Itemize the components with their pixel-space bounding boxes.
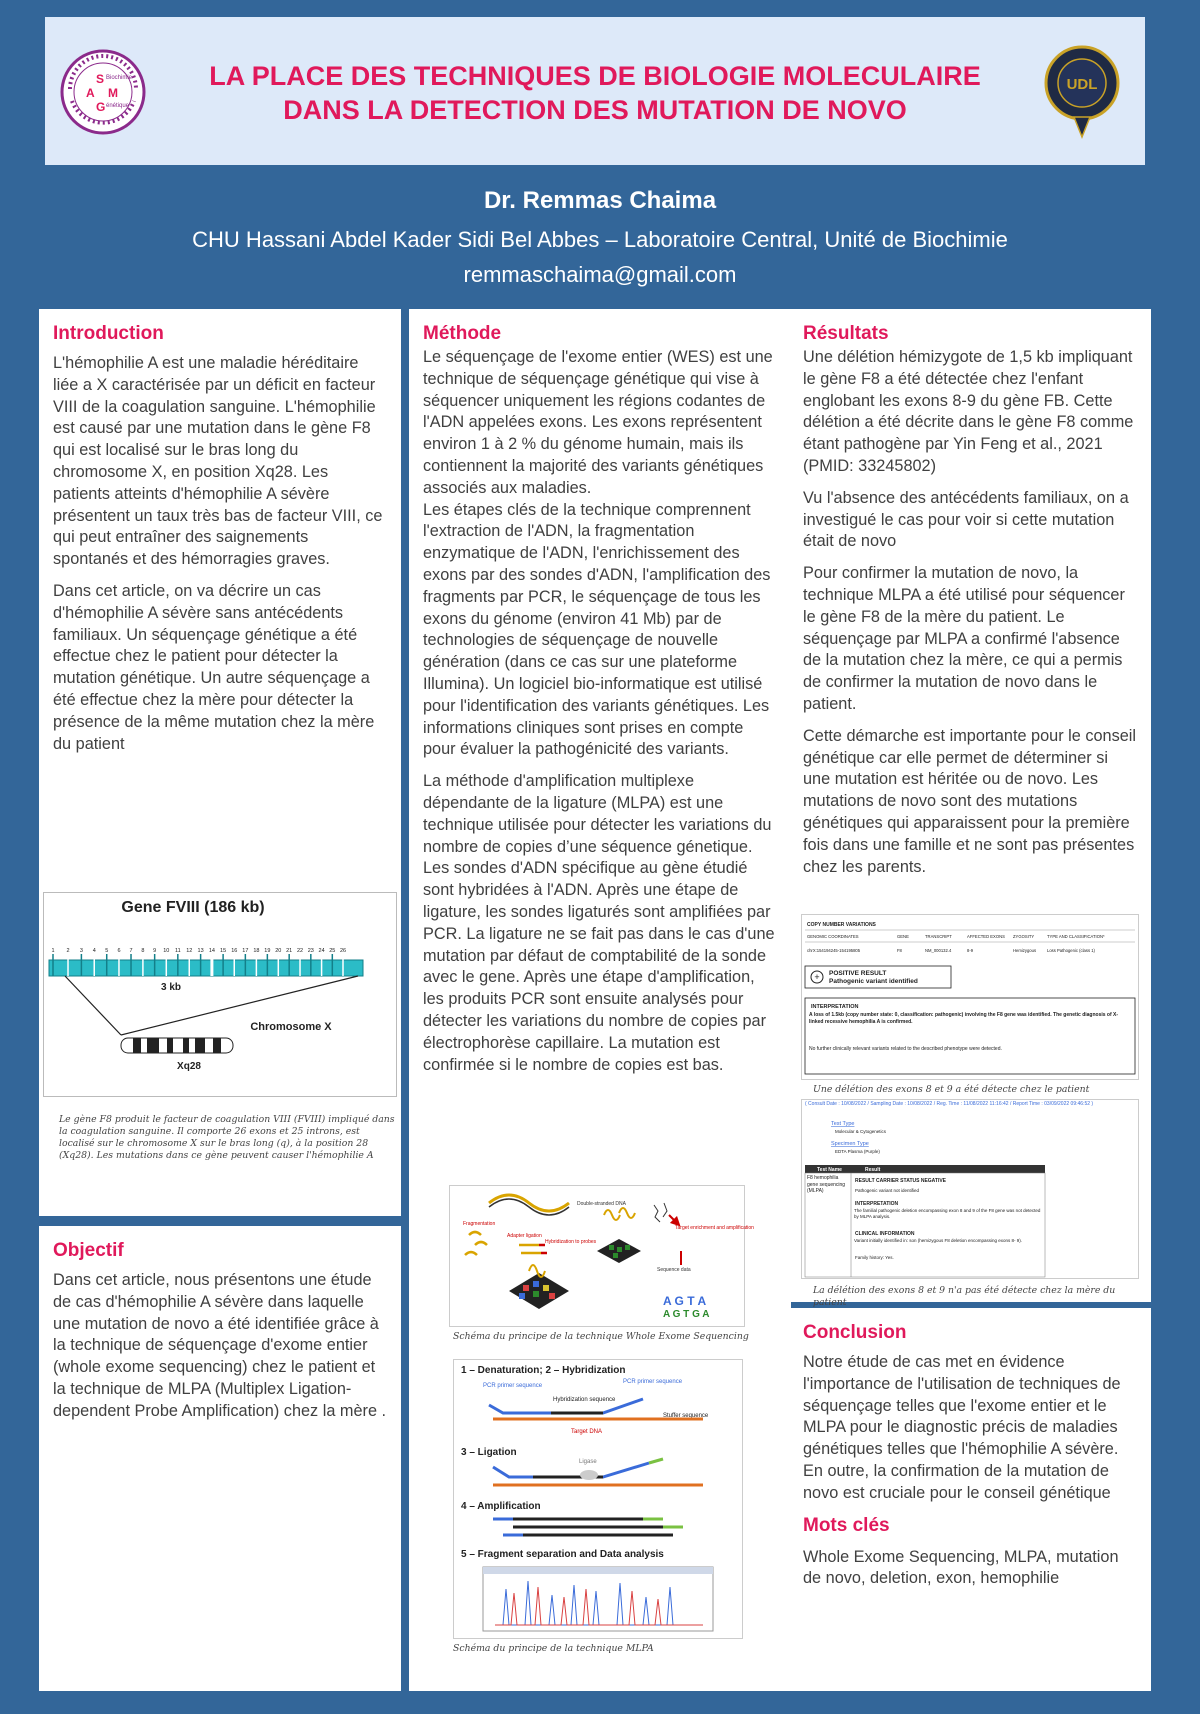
report1-result-title: POSITIVE RESULT — [829, 970, 887, 977]
report1-interp-note: No further clinically relevant variants related to the described phenotype were detected. — [809, 1046, 1002, 1052]
gene-figure-caption: Le gène F8 produit le facteur de coagulation VIII (FVIII) impliqué dans la coagulation sanguine. Il comporte 26 exons et 25 introns, est localisé sur le chromosome X sur le bras long (q), à la position 28 (Xq28). Les mutations dans ce gène peuvent causer l'hémophilie A — [59, 1114, 395, 1161]
methode-paragraph-3: La méthode d'amplification multiplexe dépendante de la ligature (MLPA) est une technique utilisée pour détecter les variations du nombre de copies d’une séquence génetique. Les sondes d'ADN spécifique au gène étudié sont hybridées à l'ADN. Après une étape de ligature, les sondes ligaturés sont amplifiées par PCR. La ligature ne se fait pas dans le cas d'une mutation par défaut de comptabilité de la sonde avec le gene. Après une étape d'amplification, les produits PCR sont ensuite analysés pour détecter les variations du nombre de copies par électrophorèse capillaire. La mutation est confirmée si le nombre de copies est bas. — [423, 772, 775, 1074]
mlpa-step-4: 4 – Amplification — [461, 1501, 541, 1512]
report2-test-name: F8 hemophilia gene sequencing (MLPA) — [807, 1175, 846, 1194]
wes-label-sequence: Sequence data — [657, 1267, 691, 1273]
author-email: remmaschaima@gmail.com — [463, 262, 737, 287]
report1-interp-title: INTERPRETATION — [811, 1004, 859, 1010]
author-affiliation: CHU Hassani Abdel Kader Sidi Bel Abbes – Laboratoire Central, Unité de Biochimie — [192, 227, 1008, 252]
report2-specimen: EDTA Plasma (Purple) — [835, 1149, 880, 1154]
mlpa-label-primer-right: PCR primer sequence — [623, 1379, 683, 1385]
exon-label: 16 — [231, 948, 238, 954]
exon-label: 23 — [307, 948, 314, 954]
introduction-panel — [39, 309, 401, 1216]
exon-label: 10 — [163, 948, 170, 954]
exon-label: 3 — [79, 948, 83, 954]
introduction-paragraph-2: Dans cet article, on va décrire un cas d'hémophilie A sévère sans antécédents familiaux. Un séquençage génétique a été effectue chez le patient pour détecter la mutation génétique. Un autre séquençage a été effectue chez la mère pour détecter la présence de la même mutation chez la mère du patient — [53, 581, 375, 753]
mother-report-figure — [801, 1099, 1139, 1279]
introduction-paragraph-1: L'hémophilie A est une maladie héréditaire liée a X caractérisée par un déficit en facteur VIII de la coagulation sanguine. L'hémophilie est causé par une mutation dans le gène F8 qui est localisé sur le bras long du chromosome X, en position Xq28. Les patients atteints d'hémophilie A sévère présentent un taux très bas de facteur VIII, ce qui peut entraîner des saignements spontanés et des hémorragies graves. — [53, 354, 383, 569]
report1-col-5: ZYGOSITY — [1013, 934, 1035, 939]
report2-specimen-label: Specimen Type — [831, 1141, 869, 1147]
svg-text:énétique: énétique — [106, 103, 130, 109]
report2-col-result: Result — [865, 1167, 881, 1173]
exon-label: 18 — [253, 948, 260, 954]
exon-label: 26 — [339, 948, 347, 954]
poster-title — [165, 59, 1025, 127]
resultats-paragraph-3: Pour confirmer la mutation de novo, la technique MLPA a été utilisé pour séquencer le gène F8 de la mère du patient. Le séquençage par MLPA a confirmé l'absence de la mutation chez la mère, ce qui a permis de confirmer la mutation de novo dans le patient. — [803, 564, 1125, 713]
report2-interp-title: INTERPRETATION — [855, 1201, 899, 1207]
mlpa-label-hybridization: Hybridization sequence — [553, 1397, 616, 1403]
svg-text:Biochimie: Biochimie — [106, 75, 133, 81]
conclusion-panel — [789, 1308, 1151, 1691]
report2-family: Family history: Yes. — [855, 1255, 894, 1260]
report1-col-4: AFFECTED EXONS — [967, 934, 1005, 939]
wes-schema-figure — [449, 1185, 754, 1327]
mlpa-caption: Schéma du principe de la technique MLPA — [453, 1643, 654, 1654]
mlpa-label-ligase: Ligase — [579, 1459, 597, 1465]
mlpa-schema-figure — [453, 1359, 743, 1639]
report1-col-2: GENE — [897, 934, 909, 939]
exon-label: 19 — [264, 948, 271, 954]
report2-test-type: Molecular & Cytogenetics — [835, 1129, 887, 1134]
report1-col-6: TYPE AND CLASSIFICATION* — [1047, 934, 1105, 939]
mlpa-label-stuffer: Stuffer sequence — [663, 1413, 709, 1419]
wes-label-adapter: Adapter ligation — [507, 1233, 542, 1239]
exon-label: 4 — [92, 948, 96, 954]
keywords-text: Whole Exome Sequencing, MLPA, mutation de novo, deletion, exon, hemophilie — [803, 1547, 1119, 1588]
exon-label: 7 — [129, 948, 133, 954]
title-line-2: DANS LA DETECTION DES MUTATION DE NOVO — [283, 95, 907, 125]
title-banner — [45, 17, 1145, 165]
report1-col-3: TRANSCRIPT — [925, 934, 952, 939]
methode-paragraph-2: Les étapes clés de la technique comprennent l'extraction de l'ADN, la fragmentation enzymatique de l'ADN, l'enrichissement des exons par des sondes d'ADN, l'amplification des fragments par PCR, le séquençage de tous les exons du génome (environ 41 Mb) par de technologies de séquençage de nouvelle génération (dans ce cas sur une plateforme Illumina). Un logiciel bio-informatique est utilisé pour l'identification des variants génétiques. Les informations cliniques sont prises en compte pour évaluer la pathogénicité des variants. — [423, 500, 771, 759]
svg-text:A: A — [86, 86, 95, 100]
report1-col-1: GENOMIC COORDINATES — [807, 934, 859, 939]
gene-figure-title: Gene FVIII (186 kb) — [121, 899, 265, 916]
report2-header: ( Consult Date : 10/08/2022 / Sampling Date : 10/08/2022 / Reg. Time : 11/08/2022 11:16:42 / Report Time : 03/09/2022 09:46:52 ) — [805, 1101, 1094, 1107]
keywords-heading: Mots clés — [803, 1514, 890, 1536]
report2-interp-text: The familial pathogenic deletion encompassing exon 8 and 9 of the F8 gene was not detected by MLPA analysis. — [854, 1208, 1041, 1219]
resultats-panel — [789, 309, 1151, 1308]
exon-label: 17 — [242, 948, 249, 954]
resultats-paragraph-1: Une délétion hémizygote de 1,5 kb impliquant le gène F8 a été détectée chez l'enfant englobant les exons 8-9 du gène FB. Cette délétion a été décrite dans le gène F8 comme étant pathogène par Yin Feng et al., 2021 (PMID: 33245802) — [803, 348, 1134, 475]
methode-heading: Méthode — [423, 323, 502, 344]
gene-fviii-figure — [43, 892, 397, 1097]
report2-col-name: Test Name — [817, 1167, 842, 1173]
band-label: Xq28 — [177, 1061, 201, 1072]
exon-label: 22 — [296, 948, 304, 954]
conclusion-paragraph: Notre étude de cas met en évidence l'importance de l'utilisation de techniques de séquençage telles que l'exome entier et le MLPA pour le diagnostic précis de maladies génétiques telles que l'hémophilie A sévère. En outre, la confirmation de la mutation de novo est cruciale pour le conseil génétique — [803, 1353, 1121, 1502]
report1-cell-5: Hemizygous — [1013, 948, 1037, 953]
exon-label: 14 — [208, 948, 215, 954]
svg-text:UDL: UDL — [1066, 76, 1098, 93]
wes-label-target: Target enrichment and amplification — [675, 1225, 754, 1231]
report2-clin-text: Variant initially identified in: son (hemizygous F8 deletion encompassing exons 8- 9). — [854, 1238, 1023, 1243]
mlpa-step-5: 5 – Fragment separation and Data analysis — [461, 1549, 664, 1560]
report1-interp-text: A loss of 1.5kb (copy number state: 0, classification: pathogenic) involving the F8 gene was identified. The genetic diagnosis of X-linked recessive hemophilia A is confirmed. — [809, 1012, 1119, 1025]
resultats-heading: Résultats — [803, 323, 889, 344]
exon-label: 20 — [275, 948, 282, 954]
svg-text:S: S — [96, 72, 105, 86]
mlpa-step-1: 1 – Denaturation; 2 – Hybridization — [461, 1365, 626, 1376]
scale-label: 3 kb — [160, 982, 182, 993]
patient-report-figure — [801, 914, 1139, 1080]
objectif-panel — [39, 1226, 401, 1691]
exon-label: 24 — [318, 948, 325, 954]
exon-label: 1 — [51, 948, 55, 954]
exon-label: 11 — [174, 948, 181, 954]
resultats-paragraph-4: Cette démarche est importante pour le conseil génétique car elle permet de déterminer si une mutation est héritée ou de novo. Les mutations de novo sont des mutations génétiques qui apparaissent pour la première fois dans une famille et ne sont pas présentes chez les parents. — [803, 726, 1137, 876]
wes-label-hybridization: Hybridization to probes — [545, 1239, 597, 1245]
report2-carrier: RESULT CARRIER STATUS NEGATIVE — [855, 1178, 947, 1184]
gene-bar — [49, 960, 363, 976]
report1-cell-3: NM_000132.4 — [925, 948, 952, 953]
wes-read-2: A G T G A — [663, 1309, 710, 1320]
exon-label: 6 — [117, 948, 121, 954]
university-logo — [1044, 45, 1120, 139]
report1-section: COPY NUMBER VARIATIONS — [807, 922, 876, 928]
society-logo — [60, 49, 146, 135]
mlpa-label-target: Target DNA — [571, 1429, 603, 1435]
exon-label: 21 — [286, 948, 293, 954]
methode-paragraph-1: Le séquençage de l'exome entier (WES) est une technique de séquençage génétique qui vise à séquencer uniquement les régions codantes de l'ADN appelées exons. Les exons représentent environ 1 à 2 % du génome humain, mais ils contiennent la majorité des variants génétiques associés aux maladies. — [423, 348, 773, 497]
wes-label-dna: Double-stranded DNA — [577, 1201, 626, 1207]
exon-label: 8 — [141, 948, 145, 954]
chromosome-label: Chromosome X — [250, 1021, 332, 1033]
objectif-paragraph: Dans cet article, nous présentons une étude de cas d'hémophilie A sévère dans laquelle une mutation de novo a été identifiée grâce à la technique de séquençage d'exome entier (whole exome sequencing) chez le patient et la technique de MLPA (Multiplex Ligation-dependent Probe Amplification) chez la mère . — [53, 1271, 387, 1420]
report2-test-type-label: Test Type — [831, 1121, 855, 1127]
report2-clin-title: CLINICAL INFORMATION — [855, 1231, 915, 1237]
mlpa-label-primer-left: PCR primer sequence — [483, 1383, 543, 1389]
conclusion-heading: Conclusion — [803, 1322, 907, 1343]
exon-label: 5 — [105, 948, 109, 954]
svg-text:M: M — [108, 86, 118, 100]
author-name: Dr. Remmas Chaima — [483, 187, 717, 214]
methode-panel — [409, 309, 791, 1691]
svg-text:G: G — [96, 100, 106, 114]
exon-label: 15 — [220, 948, 227, 954]
resultats-paragraph-2: Vu l'absence des antécédents familiaux, on a investigué le cas pour voir si cette mutation était de novo — [803, 488, 1129, 551]
patient-report-caption: Une délétion des exons 8 et 9 a été détecte chez le patient — [813, 1084, 1090, 1095]
wes-caption: Schéma du principe de la technique Whole Exome Sequencing — [453, 1331, 749, 1342]
report1-cell-2: F8 — [897, 948, 902, 953]
report1-result-sub: Pathogenic variant identified — [829, 978, 918, 985]
exon-labels — [51, 948, 346, 954]
chromosome-x-ideogram — [121, 1038, 233, 1053]
exon-label: 12 — [186, 948, 193, 954]
report2-carrier-sub: Pathogenic variant not identified — [855, 1188, 920, 1193]
objectif-heading: Objectif — [53, 1240, 124, 1261]
exon-label: 25 — [329, 948, 336, 954]
report1-cell-4: 8-9 — [967, 948, 974, 953]
mother-report-caption: La délétion des exons 8 et 9 n'a pas été détecte chez la mère du patient — [813, 1285, 1116, 1308]
svg-text:+: + — [814, 972, 820, 982]
exon-label: 2 — [66, 948, 70, 954]
report1-cell-6: Loss Pathogenic (class 1) — [1047, 948, 1095, 953]
title-line-1: LA PLACE DES TECHNIQUES DE BIOLOGIE MOLECULAIRE — [209, 61, 981, 91]
mlpa-step-2: 3 – Ligation — [461, 1447, 517, 1458]
exon-label: 9 — [153, 948, 157, 954]
exon-label: 13 — [197, 948, 204, 954]
introduction-heading: Introduction — [53, 323, 164, 344]
wes-label-fragmentation: Fragmentation — [463, 1221, 496, 1227]
report1-cell-1: chrX:154194245-154195805 — [807, 948, 861, 953]
wes-read-1: A G T A — [663, 1294, 707, 1308]
